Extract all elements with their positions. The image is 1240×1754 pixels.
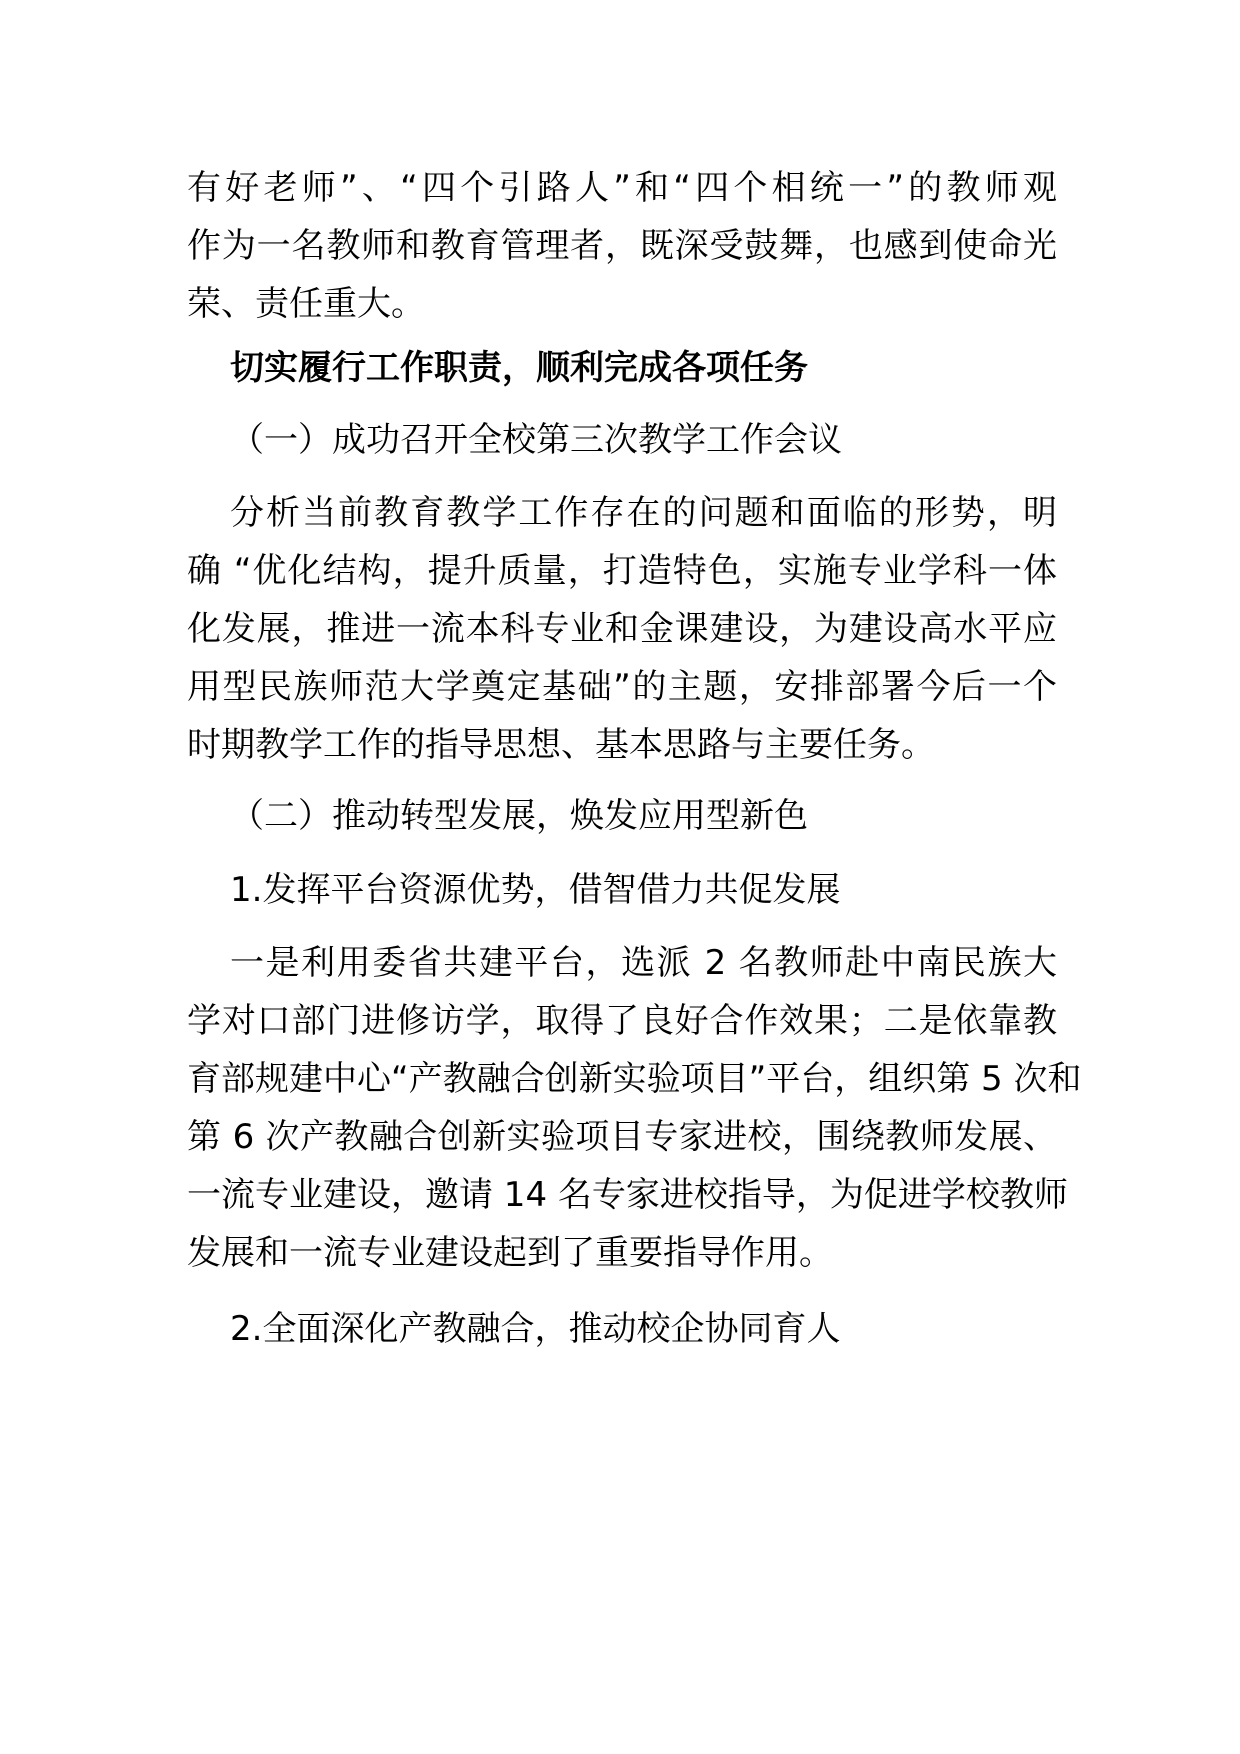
section-heading: 切实履行工作职责，顺利完成各项任务 [230,348,808,388]
sub1-line-4: 用型民族师范大学奠定基础”的主题，安排部署今后一个 [187,667,1057,707]
sub1-line-2: 确 “优化结构，提升质量，打造特色，实施专业学科一体 [187,551,1057,591]
item1-line-5: 一流专业建设，邀请 14 名专家进校指导，为促进学校教师 [187,1175,1068,1215]
intro-line-2: 作为一名教师和教育管理者，既深受鼓舞，也感到使命光 [187,226,1057,266]
item1-line-4: 第 6 次产教融合创新实验项目专家进校，围绕教师发展、 [187,1117,1057,1157]
intro-line-3: 荣、责任重大。 [187,284,425,324]
item1-line-6: 发展和一流专业建设起到了重要指导作用。 [187,1233,833,1273]
subsection-title-1: （一）成功召开全校第三次教学工作会议 [230,420,842,460]
intro-line-1: 有好老师”、“四个引路人”和“四个相统一”的教师观 [187,168,1057,208]
item-title-1: 1.发挥平台资源优势，借智借力共促发展 [230,870,841,910]
item1-line-3: 育部规建中心“产教融合创新实验项目”平台，组织第 5 次和 [187,1059,1082,1099]
subsection-title-2: （二）推动转型发展，焕发应用型新色 [230,796,808,836]
item1-line-1: 一是利用委省共建平台，选派 2 名教师赴中南民族大 [230,943,1057,983]
item-title-2: 2.全面深化产教融合，推动校企协同育人 [230,1309,841,1349]
item1-line-2: 学对口部门进修访学，取得了良好合作效果；二是依靠教 [187,1001,1057,1041]
sub1-line-1: 分析当前教育教学工作存在的问题和面临的形势，明 [230,493,1057,533]
sub1-line-3: 化发展，推进一流本科专业和金课建设，为建设高水平应 [187,609,1057,649]
sub1-line-5: 时期教学工作的指导思想、基本思路与主要任务。 [187,725,935,765]
